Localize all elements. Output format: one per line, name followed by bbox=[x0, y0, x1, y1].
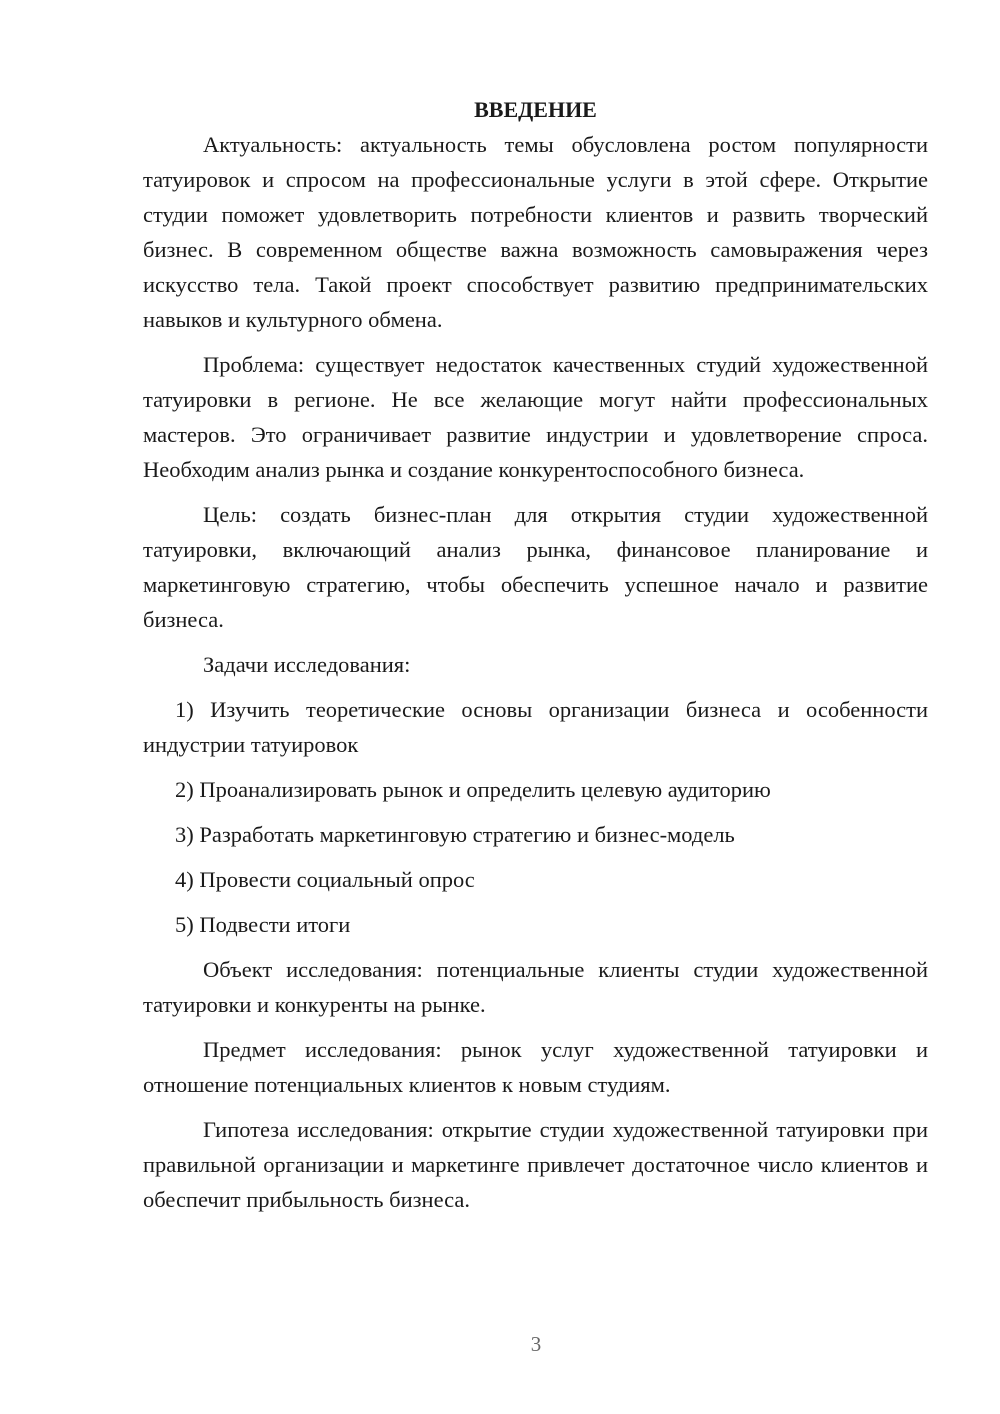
task-item-2: 2) Проанализировать рынок и определить целевую аудиторию bbox=[175, 777, 771, 802]
page-title: ВВЕДЕНИЕ bbox=[474, 97, 597, 122]
paragraph-goal: Цель: создать бизнес-план для открытия студии художественной татуировки, включающий анализ рынка, финансовое планирование и маркетинговую стратегию, чтобы обеспечить успешное начало и развитие бизнеса. bbox=[143, 502, 928, 632]
page-number: 3 bbox=[530, 1332, 542, 1356]
page-content bbox=[143, 92, 928, 1217]
paragraph-problem: Проблема: существует недостаток качественных студий художественной татуировки в регионе. Не все желающие могут найти профессиональных мастеров. Это ограничивает развитие индустрии и удовлетворение спроса. Необходим анализ рынка и создание конкурентоспособного бизнеса. bbox=[143, 352, 928, 482]
paragraph-hypothesis: Гипотеза исследования: открытие студии художественной татуировки при правильной организации и маркетинге привлечет достаточное число клиентов и обеспечит прибыльность бизнеса. bbox=[143, 1117, 928, 1212]
task-item-5: 5) Подвести итоги bbox=[175, 912, 351, 937]
task-item-1: 1) Изучить теоретические основы организации бизнеса и особенности индустрии татуировок bbox=[143, 697, 928, 757]
task-item-3: 3) Разработать маркетинговую стратегию и бизнес-модель bbox=[175, 822, 735, 847]
paragraph-object: Объект исследования: потенциальные клиенты студии художественной татуировки и конкуренты на рынке. bbox=[143, 957, 928, 1017]
tasks-heading: Задачи исследования: bbox=[203, 652, 411, 677]
paragraph-relevance: Актуальность: актуальность темы обусловлена ростом популярности татуировок и спросом на профессиональные услуги в этой сфере. Открытие студии поможет удовлетворить потребности клиентов и развить творческий бизнес. В современном обществе важна возможность самовыражения через искусство тела. Такой проект способствует развитию предпринимательских навыков и культурного обмена. bbox=[143, 132, 928, 332]
task-item-4: 4) Провести социальный опрос bbox=[175, 867, 475, 892]
paragraph-subject: Предмет исследования: рынок услуг художественной татуировки и отношение потенциальных клиентов к новым студиям. bbox=[143, 1037, 928, 1097]
